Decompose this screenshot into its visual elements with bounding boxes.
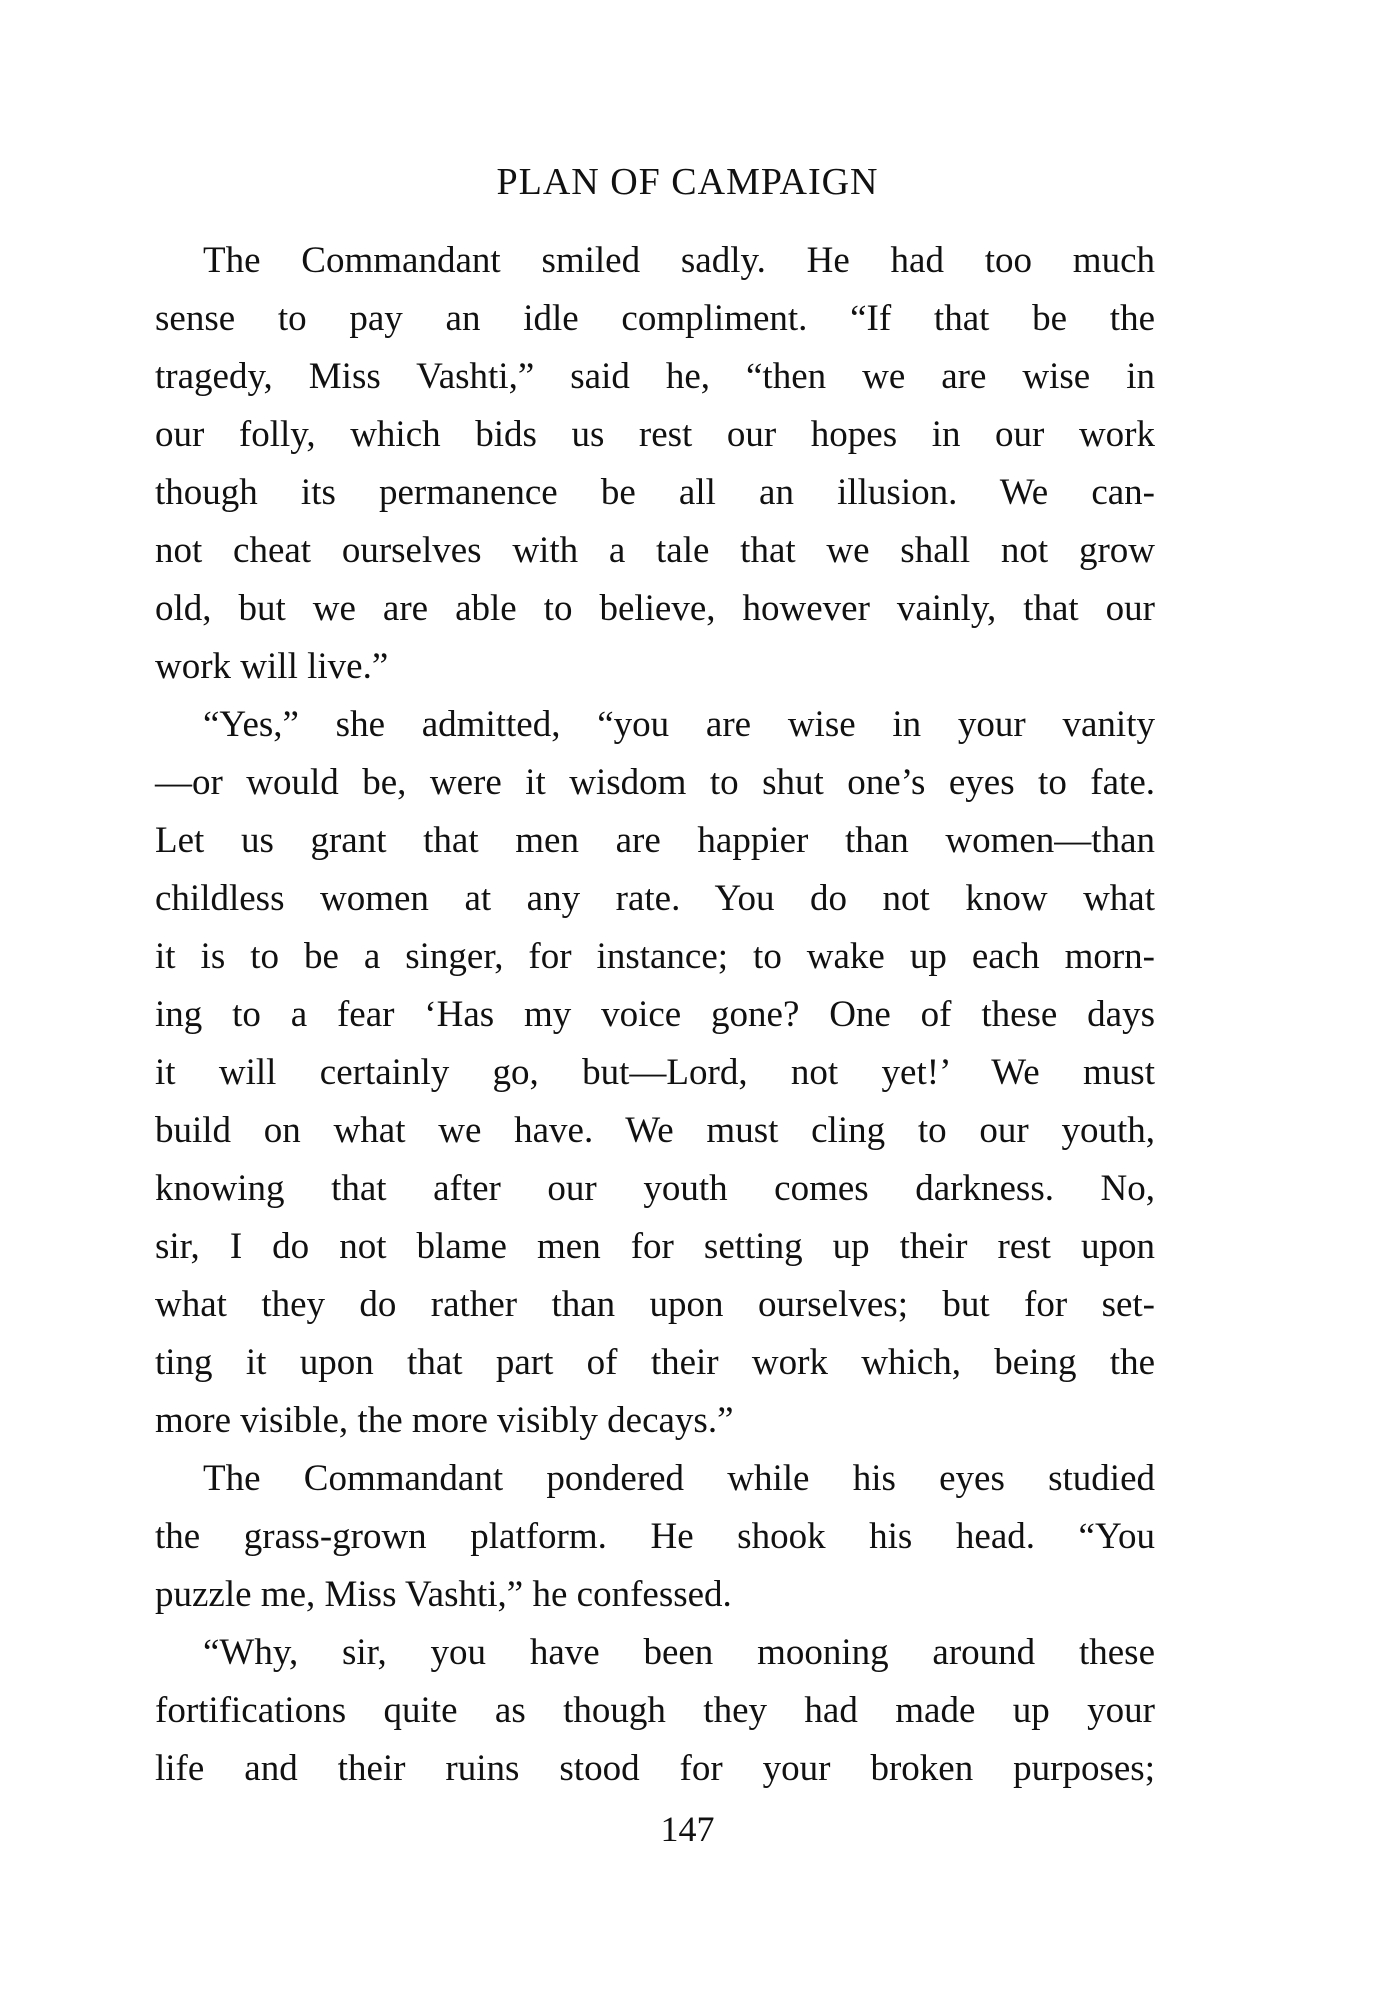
text-line: The Commandant smiled sadly. He had too much	[203, 240, 1155, 281]
text-line: Let us grant that men are happier than women—than	[155, 820, 1155, 861]
paragraph	[155, 232, 1155, 696]
text-line: sense to pay an idle compliment. “If that be the	[155, 298, 1155, 339]
text-line: work will live.”	[155, 646, 389, 687]
text-line: it will certainly go, but—Lord, not yet!’ We must	[155, 1052, 1155, 1093]
text-line: tragedy, Miss Vashti,” said he, “then we are wise in	[155, 356, 1155, 397]
text-line: ting it upon that part of their work which, being the	[155, 1342, 1155, 1383]
text-line: puzzle me, Miss Vashti,” he confessed.	[155, 1574, 732, 1615]
text-line: it is to be a singer, for instance; to wake up each morn-	[155, 936, 1155, 977]
text-line: —or would be, were it wisdom to shut one’s eyes to fate.	[155, 762, 1155, 803]
text-line: “Why, sir, you have been mooning around these	[203, 1632, 1155, 1673]
paragraph	[155, 1450, 1155, 1624]
page-body-text	[155, 232, 1155, 1798]
text-line: “Yes,” she admitted, “you are wise in your vanity	[203, 704, 1155, 745]
text-line: knowing that after our youth comes darkness. No,	[155, 1168, 1155, 1209]
text-line: old, but we are able to believe, however vainly, that our	[155, 588, 1155, 629]
text-line: fortifications quite as though they had made up your	[155, 1690, 1155, 1731]
text-line: not cheat ourselves with a tale that we shall not grow	[155, 530, 1155, 571]
text-line: childless women at any rate. You do not know what	[155, 878, 1155, 919]
text-line: The Commandant pondered while his eyes studied	[203, 1458, 1155, 1499]
text-line: ing to a fear ‘Has my voice gone? One of these days	[155, 994, 1155, 1035]
text-line: more visible, the more visibly decays.”	[155, 1400, 734, 1441]
text-line: though its permanence be all an illusion. We can-	[155, 472, 1155, 513]
running-title: PLAN OF CAMPAIGN	[496, 161, 879, 203]
page-number: 147	[660, 1809, 715, 1849]
text-line: what they do rather than upon ourselves; but for set-	[155, 1284, 1155, 1325]
text-line: the grass-grown platform. He shook his head. “You	[155, 1516, 1155, 1557]
paragraph	[155, 1624, 1155, 1798]
text-line: build on what we have. We must cling to our youth,	[155, 1110, 1155, 1151]
text-line: sir, I do not blame men for setting up their rest upon	[155, 1226, 1155, 1267]
text-line: life and their ruins stood for your broken purposes;	[155, 1748, 1155, 1789]
paragraph	[155, 696, 1155, 1450]
text-line: our folly, which bids us rest our hopes in our work	[155, 414, 1155, 455]
